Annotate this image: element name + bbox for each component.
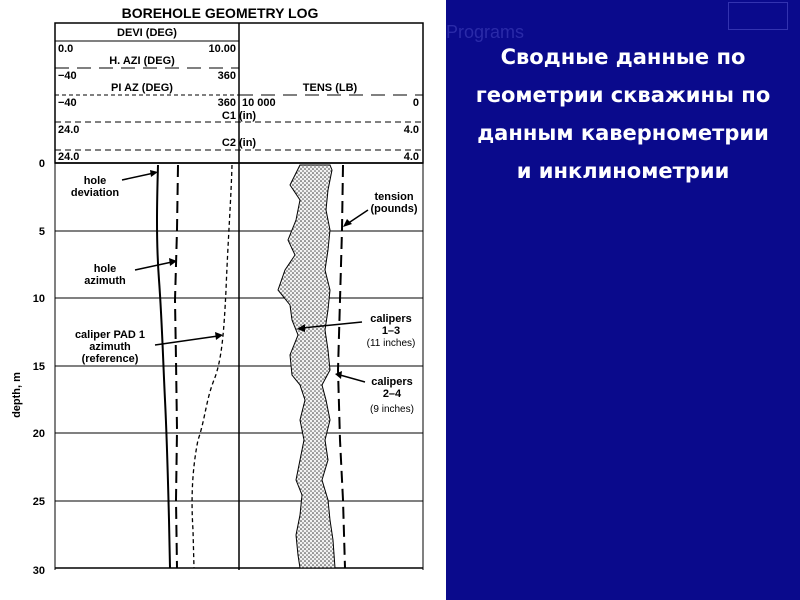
log-title: BOREHOLE GEOMETRY LOG [121, 5, 319, 21]
devi-min: 0.0 [58, 43, 74, 55]
slide-title-line: и инклинометрии [516, 159, 730, 183]
svg-text:deviation: deviation [70, 187, 120, 199]
piaz-min: −40 [58, 97, 77, 109]
depth-tick-20: 20 [32, 428, 45, 440]
annotation-hole-deviation [71, 170, 158, 199]
depth-tick-15: 15 [32, 361, 45, 373]
devi-label: DEVI (DEG) [117, 27, 177, 39]
tens-max: 0 [412, 97, 419, 109]
c2-max: 4.0 [403, 151, 419, 163]
svg-text:calipers: calipers [370, 313, 412, 325]
svg-text:tension: tension [374, 191, 414, 203]
depth-tick-10: 10 [32, 293, 45, 305]
svg-text:(11 inches): (11 inches) [366, 338, 416, 349]
depth-tick-5: 5 [38, 226, 45, 238]
slide-title [446, 38, 800, 190]
svg-text:2–4: 2–4 [382, 388, 402, 400]
hazi-max: 360 [217, 70, 236, 82]
depth-tick-0: 0 [38, 158, 45, 170]
annotation-calipers-24 [335, 371, 414, 415]
c1-label: C1 (in) [221, 110, 257, 122]
svg-text:1–3: 1–3 [381, 325, 401, 337]
svg-text:(pounds): (pounds) [370, 203, 418, 215]
svg-text:(reference): (reference) [81, 353, 139, 365]
hazi-min: −40 [58, 70, 77, 82]
svg-text:(9 inches): (9 inches) [370, 404, 414, 415]
piaz-max: 360 [217, 97, 236, 109]
c1-max: 4.0 [403, 124, 419, 136]
svg-text:hole: hole [93, 263, 117, 275]
annotation-caliper-pad [75, 329, 223, 365]
c2-label: C2 (in) [221, 137, 257, 149]
svg-text:azimuth: azimuth [89, 341, 131, 353]
svg-text:azimuth: azimuth [84, 275, 126, 287]
logo-icon [728, 2, 788, 30]
depth-axis-label: depth, m [11, 372, 23, 418]
annotation-hole-azimuth [84, 258, 177, 287]
tens-label: TENS (LB) [302, 82, 358, 94]
svg-text:caliper PAD 1: caliper PAD 1 [74, 329, 146, 341]
annotation-tension [343, 191, 418, 227]
svg-text:hole: hole [83, 175, 107, 187]
depth-tick-30: 30 [32, 565, 45, 577]
hazi-label: H. AZI (DEG) [109, 55, 175, 67]
piaz-label: PI AZ (DEG) [111, 82, 173, 94]
svg-text:calipers: calipers [371, 376, 413, 388]
c1-min: 24.0 [58, 124, 80, 136]
slide-title-line: геометрии скважины по [475, 83, 771, 107]
tens-min: 10 000 [242, 97, 276, 109]
slide-title-panel [446, 0, 800, 600]
devi-max: 10.00 [208, 43, 236, 55]
slide-title-line: данным кавернометрии [477, 121, 769, 145]
c2-min: 24.0 [58, 151, 80, 163]
depth-tick-25: 25 [32, 496, 45, 508]
watermark-text: Programs [446, 22, 525, 42]
slide-title-line: Сводные данные по [500, 45, 746, 69]
